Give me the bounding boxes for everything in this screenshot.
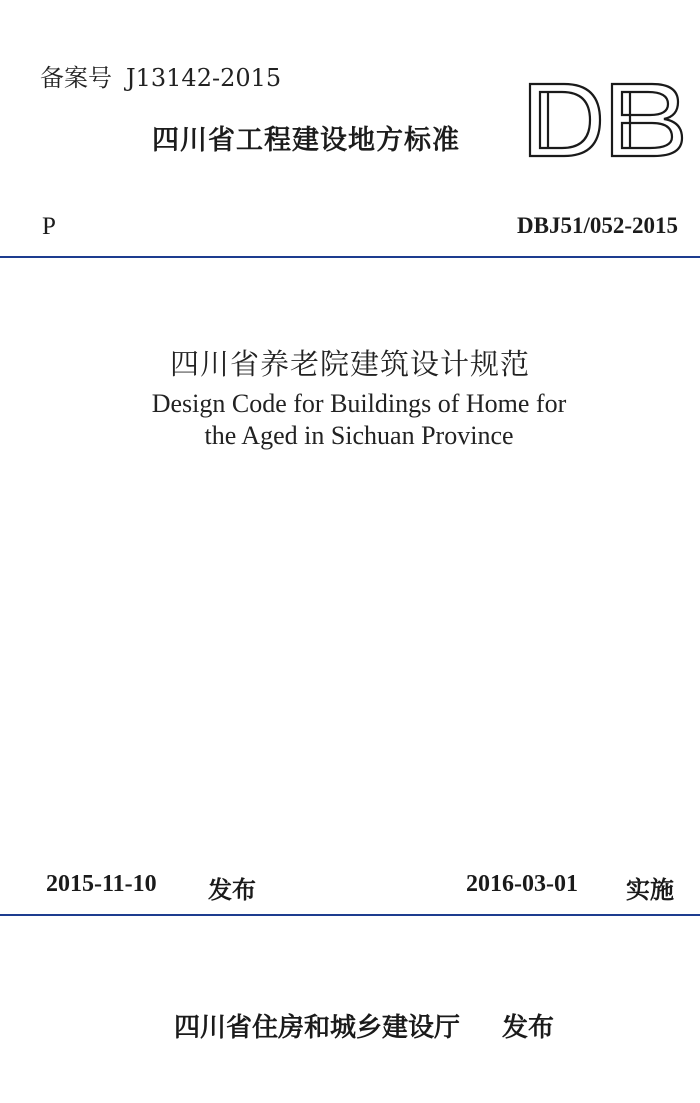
publisher: 四川省住房和城乡建设厅 [174,1013,461,1043]
top-rule [0,256,700,258]
publish-label: 发布 [502,1013,555,1043]
implement-label: 实施 [626,876,674,904]
standard-type: 四川省工程建设地方标准 [152,125,460,156]
bottom-rule [0,914,700,916]
record-number: J13142-2015 [126,64,282,92]
title-english-line1: Design Code for Buildings of Home for [151,389,567,418]
title-english [0,388,700,452]
title-english-line2: the Aged in Sichuan Province [204,421,514,450]
issue-date: 2015-11-10 [46,871,157,897]
classification-category: P [42,213,56,240]
record-label: 备案号 [40,64,112,92]
implement-date: 2016-03-01 [466,871,578,897]
record-number-line [40,58,281,93]
issue-label: 发布 [208,876,256,904]
title-chinese: 四川省养老院建筑设计规范 [169,347,530,381]
standard-code: DBJ51/052-2015 [517,213,678,238]
db-logo [526,80,686,160]
